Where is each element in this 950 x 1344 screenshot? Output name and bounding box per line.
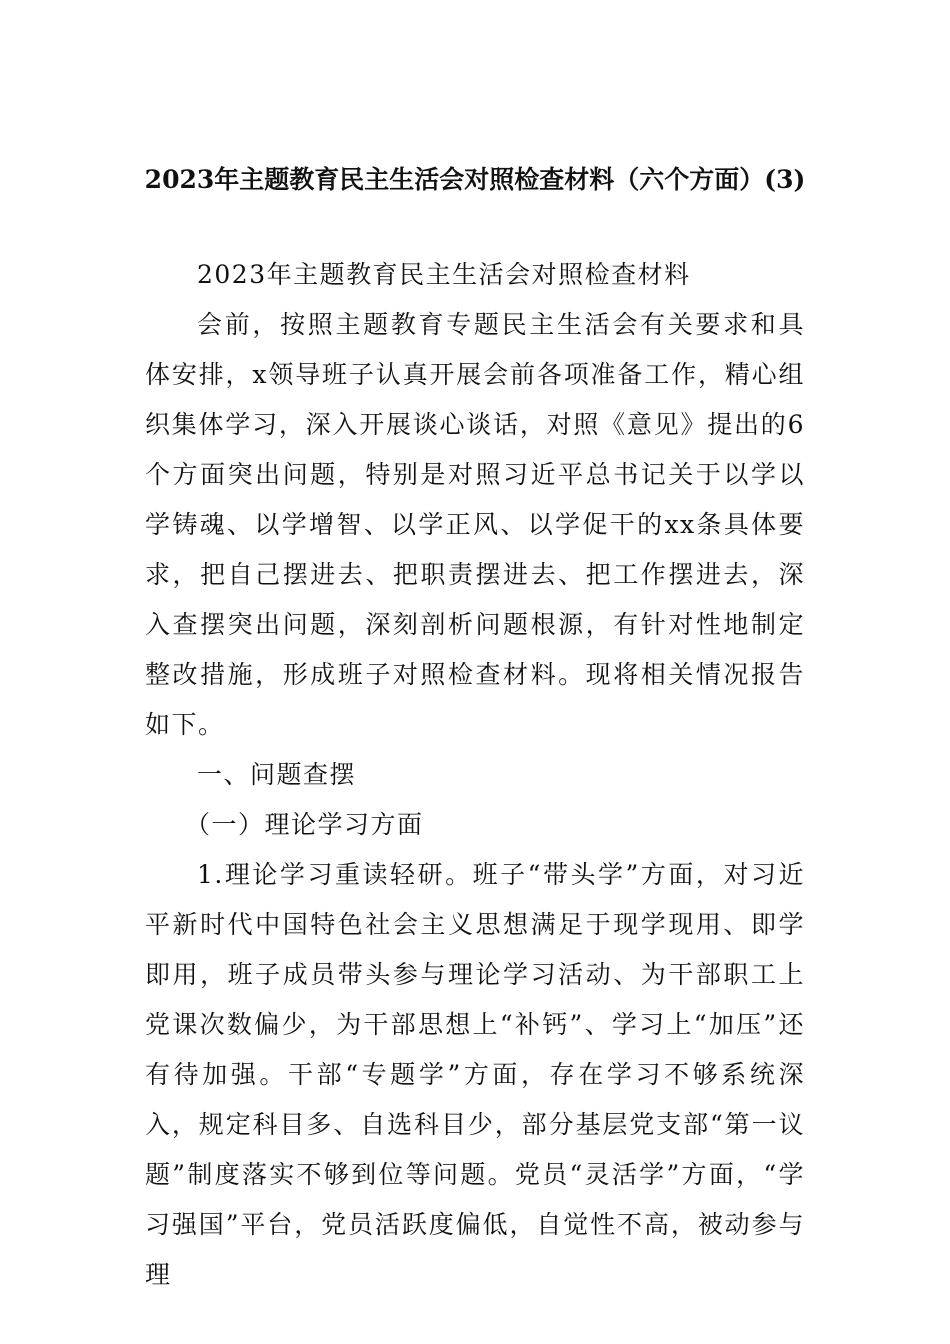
- item-paragraph: 1.理论学习重读轻研。班子“带头学”方面，对习近平新时代中国特色社会主义思想满足于现学现用、即学即用，班子成员带头参与理论学习活动、为干部职工上党课次数偏少，为干部思想上“补钙”、学习上“加压”还有待加强。干部“专题学”方面，存在学习不够系统深入，规定科目多、自选科目少，部分基层党支部“第一议题”制度落实不够到位等问题。党员“灵活学”方面，“学习强国”平台，党员活跃度偏低，自觉性不高，被动参与理: [145, 860, 806, 1289]
- intro-paragraph: 会前，按照主题教育专题民主生活会有关要求和具体安排，x领导班子认真开展会前各项准备工作，精心组织集体学习，深入开展谈心谈话，对照《意见》提出的6个方面突出问题，特别是对照习近平总书记关于以学以学铸魂、以学增智、以学正风、以学促干的xx条具体要求，把自己摆进去、把职责摆进去、把工作摆进去，深入查摆突出问题，深刻剖析问题根源，有针对性地制定整改措施，形成班子对照检查材料。现将相关情况报告如下。: [145, 310, 805, 739]
- section-heading: 一、问题查摆: [197, 760, 357, 789]
- document-title: 2023年主题教育民主生活会对照检查材料（六个方面）(3): [144, 165, 806, 194]
- document-body: [145, 250, 805, 1300]
- document-subtitle: 2023年主题教育民主生活会对照检查材料: [197, 260, 691, 289]
- subsection-heading: （一）理论学习方面: [185, 810, 424, 839]
